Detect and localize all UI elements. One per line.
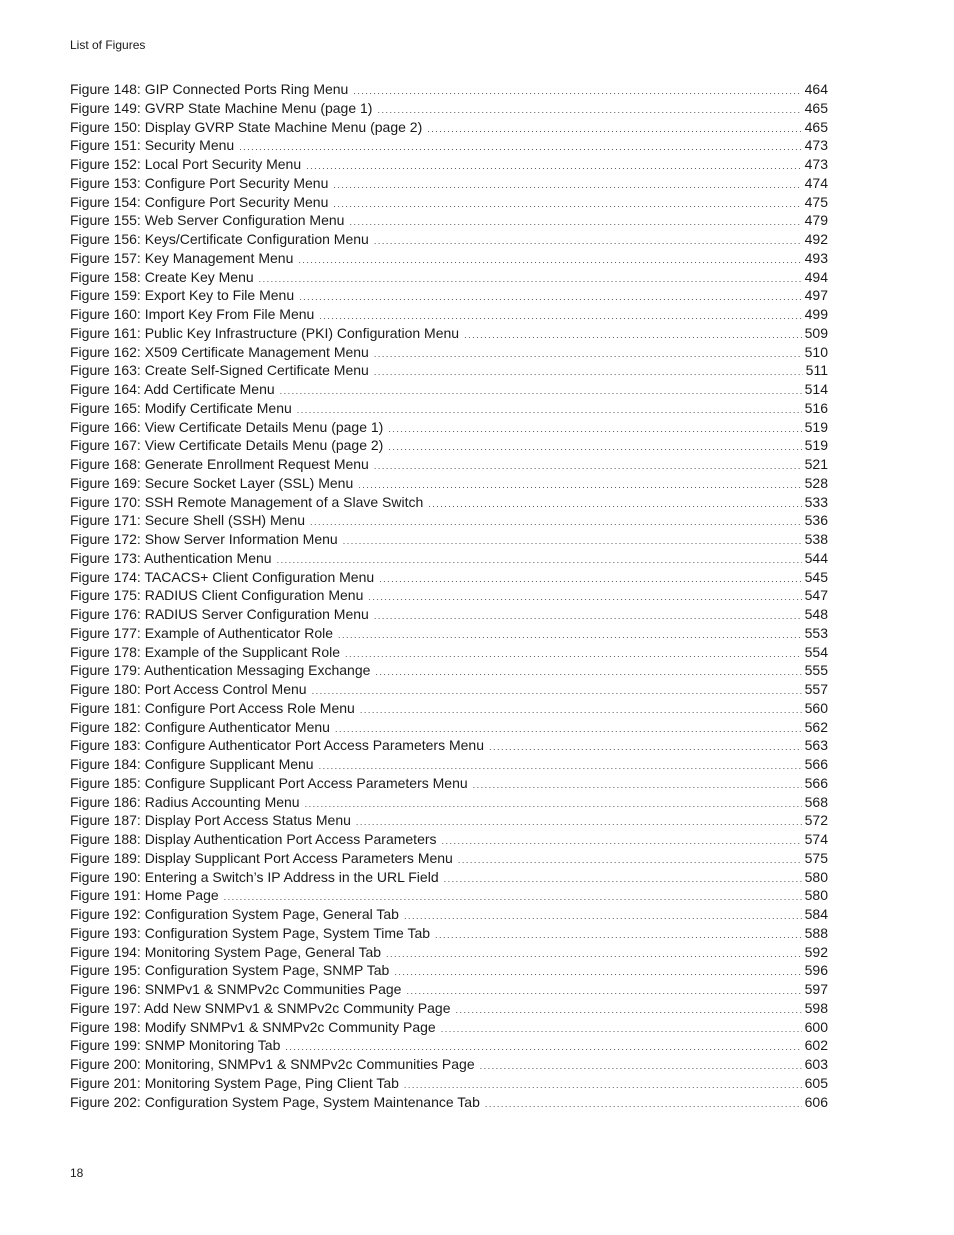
figure-title: Figure 168: Generate Enrollment Request Menu	[70, 456, 369, 472]
figure-page-number: 560	[804, 699, 828, 716]
figure-title: Figure 162: X509 Certificate Management Menu	[70, 343, 369, 360]
figure-page-number: 492	[804, 231, 828, 247]
toc-entry[interactable]	[70, 493, 828, 512]
figure-title: Figure 164: Add Certificate Menu	[70, 381, 275, 397]
figure-page-number: 548	[804, 606, 828, 622]
dot-leader	[406, 982, 801, 1001]
toc-entry[interactable]	[70, 680, 828, 699]
dot-leader	[444, 870, 802, 889]
dot-leader	[441, 1020, 802, 1039]
figure-page-number: 473	[804, 137, 828, 154]
figure-page-number: 596	[804, 962, 828, 979]
dot-leader	[259, 270, 802, 289]
toc-entry[interactable]	[70, 361, 828, 380]
figure-page-number: 519	[804, 437, 828, 454]
toc-entry[interactable]	[70, 999, 828, 1018]
figure-page-number: 606	[804, 1093, 828, 1110]
toc-entry[interactable]	[70, 586, 828, 605]
figure-page-number: 511	[805, 362, 828, 379]
toc-entry[interactable]	[70, 924, 828, 943]
figure-title: Figure 159: Export Key to File Menu	[70, 287, 295, 304]
figure-title: Figure 148: GIP Connected Ports Ring Menu	[70, 81, 349, 97]
figure-title: Figure 176: RADIUS Server Configuration Menu	[70, 606, 369, 622]
figure-title: Figure 184: Configure Supplicant Menu	[70, 756, 314, 772]
figure-page-number: 519	[804, 418, 828, 435]
toc-entry[interactable]	[70, 418, 828, 437]
figure-page-number: 602	[804, 1037, 828, 1054]
dot-leader	[333, 195, 801, 214]
toc-entry[interactable]	[70, 699, 828, 718]
toc-entry[interactable]	[70, 849, 828, 868]
list-of-figures	[70, 80, 828, 1111]
toc-entry[interactable]	[70, 99, 828, 118]
toc-entry[interactable]	[70, 155, 828, 174]
toc-entry[interactable]	[70, 886, 828, 905]
dot-leader	[368, 588, 801, 607]
toc-entry[interactable]	[70, 399, 828, 418]
toc-entry[interactable]	[70, 436, 828, 455]
figure-page-number: 592	[804, 943, 828, 960]
dot-leader	[375, 663, 801, 682]
figure-page-number: 600	[804, 1018, 828, 1035]
figure-title: Figure 150: Display GVRP State Machine Menu (page 2)	[70, 118, 423, 135]
figure-title: Figure 172: Show Server Information Menu	[70, 531, 338, 547]
toc-entry[interactable]	[70, 1018, 828, 1037]
dot-leader	[428, 495, 801, 514]
figure-page-number: 572	[804, 812, 828, 829]
figure-title: Figure 193: Configuration System Page, System Time Tab	[70, 924, 431, 941]
figure-title: Figure 201: Monitoring System Page, Ping Client Tab	[70, 1074, 399, 1091]
figure-page-number: 514	[804, 381, 828, 397]
dot-leader	[388, 438, 801, 457]
figure-title: Figure 179: Authentication Messaging Exchange	[70, 662, 371, 679]
figure-title: Figure 157: Key Management Menu	[70, 249, 294, 266]
toc-entry[interactable]	[70, 774, 828, 793]
figure-page-number: 574	[804, 831, 828, 847]
figure-title: Figure 187: Display Port Access Status Menu	[70, 812, 351, 829]
dot-leader	[394, 963, 801, 982]
dot-leader	[377, 101, 801, 120]
dot-leader	[379, 570, 802, 589]
dot-leader	[464, 326, 802, 345]
figure-page-number: 497	[804, 287, 828, 304]
toc-entry[interactable]	[70, 736, 828, 755]
toc-entry[interactable]	[70, 661, 828, 680]
figure-title: Figure 151: Security Menu	[70, 137, 235, 154]
figure-title: Figure 202: Configuration System Page, System Maintenance Tab	[70, 1093, 480, 1110]
figure-title: Figure 198: Modify SNMPv1 & SNMPv2c Community Page	[70, 1018, 436, 1035]
figure-page-number: 474	[804, 174, 828, 191]
dot-leader	[333, 176, 801, 195]
figure-page-number: 479	[804, 212, 828, 229]
toc-entry[interactable]	[70, 380, 828, 399]
toc-entry[interactable]	[70, 943, 828, 962]
figure-title: Figure 185: Configure Supplicant Port Access Parameters Menu	[70, 774, 468, 791]
figure-title: Figure 154: Configure Port Security Menu	[70, 193, 329, 210]
figure-page-number: 557	[804, 681, 828, 697]
figure-title: Figure 199: SNMP Monitoring Tab	[70, 1037, 281, 1054]
figure-title: Figure 177: Example of Authenticator Role	[70, 624, 334, 641]
figure-page-number: 464	[804, 81, 828, 97]
figure-title: Figure 169: Secure Socket Layer (SSL) Menu	[70, 474, 354, 491]
dot-leader	[310, 513, 802, 532]
toc-entry[interactable]	[70, 1055, 828, 1074]
dot-leader	[374, 232, 802, 251]
toc-entry[interactable]	[70, 755, 828, 774]
dot-leader	[306, 157, 802, 176]
figure-page-number: 597	[804, 981, 828, 997]
toc-entry[interactable]	[70, 80, 828, 99]
figure-page-number: 475	[804, 193, 828, 210]
toc-entry[interactable]	[70, 118, 828, 137]
dot-leader	[353, 82, 801, 101]
figure-title: Figure 149: GVRP State Machine Menu (page 1)	[70, 99, 373, 116]
toc-entry[interactable]	[70, 980, 828, 999]
figure-page-number: 465	[804, 118, 828, 135]
dot-leader	[280, 382, 802, 401]
toc-entry[interactable]	[70, 286, 828, 305]
toc-entry[interactable]	[70, 474, 828, 493]
figure-title: Figure 155: Web Server Configuration Menu	[70, 212, 345, 229]
figure-page-number: 588	[804, 924, 828, 941]
figure-title: Figure 194: Monitoring System Page, General Tab	[70, 943, 382, 960]
figure-title: Figure 152: Local Port Security Menu	[70, 156, 302, 172]
dot-leader	[442, 832, 802, 851]
dot-leader	[338, 626, 802, 645]
figure-title: Figure 165: Modify Certificate Menu	[70, 399, 292, 416]
figure-page-number: 528	[804, 474, 828, 491]
figure-title: Figure 183: Configure Authenticator Port Access Parameters Menu	[70, 737, 484, 754]
figure-title: Figure 189: Display Supplicant Port Access Parameters Menu	[70, 849, 453, 866]
figure-page-number: 580	[804, 868, 828, 885]
figure-title: Figure 167: View Certificate Details Menu (page 2)	[70, 437, 384, 454]
figure-page-number: 493	[804, 249, 828, 266]
toc-entry[interactable]	[70, 455, 828, 474]
figure-title: Figure 166: View Certificate Details Menu (page 1)	[70, 418, 384, 435]
dot-leader	[388, 420, 801, 439]
toc-entry[interactable]	[70, 1074, 828, 1093]
toc-entry[interactable]	[70, 211, 828, 230]
toc-entry[interactable]	[70, 793, 828, 812]
figure-title: Figure 178: Example of the Supplicant Role	[70, 643, 341, 660]
dot-leader	[374, 345, 802, 364]
figure-title: Figure 163: Create Self-Signed Certificate Menu	[70, 362, 369, 379]
figure-page-number: 499	[804, 306, 828, 322]
figure-title: Figure 170: SSH Remote Management of a Slave Switch	[70, 493, 424, 510]
figure-page-number: 536	[804, 512, 828, 529]
toc-entry[interactable]	[70, 549, 828, 568]
figure-page-number: 584	[804, 906, 828, 922]
figure-page-number: 553	[804, 624, 828, 641]
toc-entry[interactable]	[70, 511, 828, 530]
figure-page-number: 494	[804, 268, 828, 285]
toc-entry[interactable]	[70, 1036, 828, 1055]
figure-page-number: 538	[804, 531, 828, 547]
toc-entry[interactable]	[70, 568, 828, 587]
dot-leader	[480, 1057, 802, 1076]
figure-page-number: 563	[804, 737, 828, 754]
toc-entry[interactable]	[70, 605, 828, 624]
toc-entry[interactable]	[70, 1093, 828, 1112]
dot-leader	[360, 701, 802, 720]
dot-leader	[404, 907, 802, 926]
dot-leader	[374, 363, 803, 382]
figure-title: Figure 153: Configure Port Security Menu	[70, 174, 329, 191]
figure-page-number: 605	[804, 1074, 828, 1091]
toc-entry[interactable]	[70, 268, 828, 287]
toc-entry[interactable]	[70, 868, 828, 887]
figure-page-number: 533	[804, 493, 828, 510]
figure-title: Figure 175: RADIUS Client Configuration Menu	[70, 587, 364, 604]
dot-leader	[489, 738, 802, 757]
dot-leader	[374, 457, 802, 476]
figure-title: Figure 191: Home Page	[70, 887, 219, 904]
figure-title: Figure 196: SNMPv1 & SNMPv2c Communities Page	[70, 981, 402, 997]
figure-page-number: 516	[804, 399, 828, 416]
figure-title: Figure 181: Configure Port Access Role Menu	[70, 699, 355, 716]
figure-title: Figure 174: TACACS+ Client Configuration Menu	[70, 568, 375, 585]
figure-title: Figure 156: Keys/Certificate Configuration Menu	[70, 231, 369, 247]
figure-title: Figure 188: Display Authentication Port Access Parameters	[70, 831, 437, 847]
figure-page-number: 568	[804, 793, 828, 810]
toc-entry[interactable]	[70, 905, 828, 924]
toc-entry[interactable]	[70, 305, 828, 324]
figure-title: Figure 180: Port Access Control Menu	[70, 681, 307, 697]
dot-leader	[374, 607, 802, 626]
toc-entry[interactable]	[70, 830, 828, 849]
toc-entry[interactable]	[70, 174, 828, 193]
dot-leader	[427, 120, 801, 139]
dot-leader	[386, 945, 802, 964]
dot-leader	[473, 776, 802, 795]
figure-page-number: 544	[804, 549, 828, 566]
figure-page-number: 473	[804, 156, 828, 172]
running-header: List of Figures	[70, 38, 146, 52]
dot-leader	[305, 795, 802, 814]
dot-leader	[298, 251, 801, 270]
dot-leader	[345, 645, 802, 664]
dot-leader	[239, 138, 801, 157]
figure-title: Figure 182: Configure Authenticator Menu	[70, 718, 330, 735]
toc-entry[interactable]	[70, 624, 828, 643]
figure-page-number: 509	[804, 324, 828, 341]
dot-leader	[485, 1095, 802, 1114]
dot-leader	[343, 532, 802, 551]
figure-page-number: 566	[804, 756, 828, 772]
figure-page-number: 547	[804, 587, 828, 604]
dot-leader	[312, 682, 802, 701]
toc-entry[interactable]	[70, 643, 828, 662]
figure-page-number: 562	[804, 718, 828, 735]
figure-page-number: 575	[804, 849, 828, 866]
figure-title: Figure 186: Radius Accounting Menu	[70, 793, 300, 810]
figure-page-number: 465	[804, 99, 828, 116]
dot-leader	[458, 851, 802, 870]
figure-page-number: 598	[804, 999, 828, 1016]
toc-entry[interactable]	[70, 811, 828, 830]
toc-entry[interactable]	[70, 718, 828, 737]
figure-title: Figure 171: Secure Shell (SSH) Menu	[70, 512, 305, 529]
dot-leader	[349, 213, 801, 232]
figure-page-number: 555	[804, 662, 828, 679]
figure-title: Figure 195: Configuration System Page, SNMP Tab	[70, 962, 390, 979]
toc-entry[interactable]	[70, 324, 828, 343]
figure-title: Figure 158: Create Key Menu	[70, 268, 254, 285]
page-number: 18	[70, 1166, 84, 1180]
figure-title: Figure 161: Public Key Infrastructure (PKI) Configuration Menu	[70, 324, 460, 341]
toc-entry[interactable]	[70, 343, 828, 362]
toc-entry[interactable]	[70, 230, 828, 249]
figure-title: Figure 160: Import Key From File Menu	[70, 306, 315, 322]
figure-title: Figure 190: Entering a Switch’s IP Address in the URL Field	[70, 868, 439, 885]
figure-title: Figure 197: Add New SNMPv1 & SNMPv2c Community Page	[70, 999, 451, 1016]
toc-entry[interactable]	[70, 249, 828, 268]
dot-leader	[299, 288, 802, 307]
figure-title: Figure 192: Configuration System Page, General Tab	[70, 906, 399, 922]
figure-page-number: 510	[804, 343, 828, 360]
figure-page-number: 521	[804, 456, 828, 472]
figure-title: Figure 173: Authentication Menu	[70, 549, 272, 566]
figure-page-number: 566	[804, 774, 828, 791]
toc-entry[interactable]	[70, 961, 828, 980]
dot-leader	[435, 926, 802, 945]
toc-entry[interactable]	[70, 136, 828, 155]
figure-page-number: 603	[804, 1056, 828, 1072]
dot-leader	[456, 1001, 802, 1020]
figure-page-number: 554	[804, 643, 828, 660]
figure-page-number: 545	[804, 568, 828, 585]
figure-page-number: 580	[804, 887, 828, 904]
toc-entry[interactable]	[70, 530, 828, 549]
figure-title: Figure 200: Monitoring, SNMPv1 & SNMPv2c Communities Page	[70, 1056, 475, 1072]
toc-entry[interactable]	[70, 193, 828, 212]
